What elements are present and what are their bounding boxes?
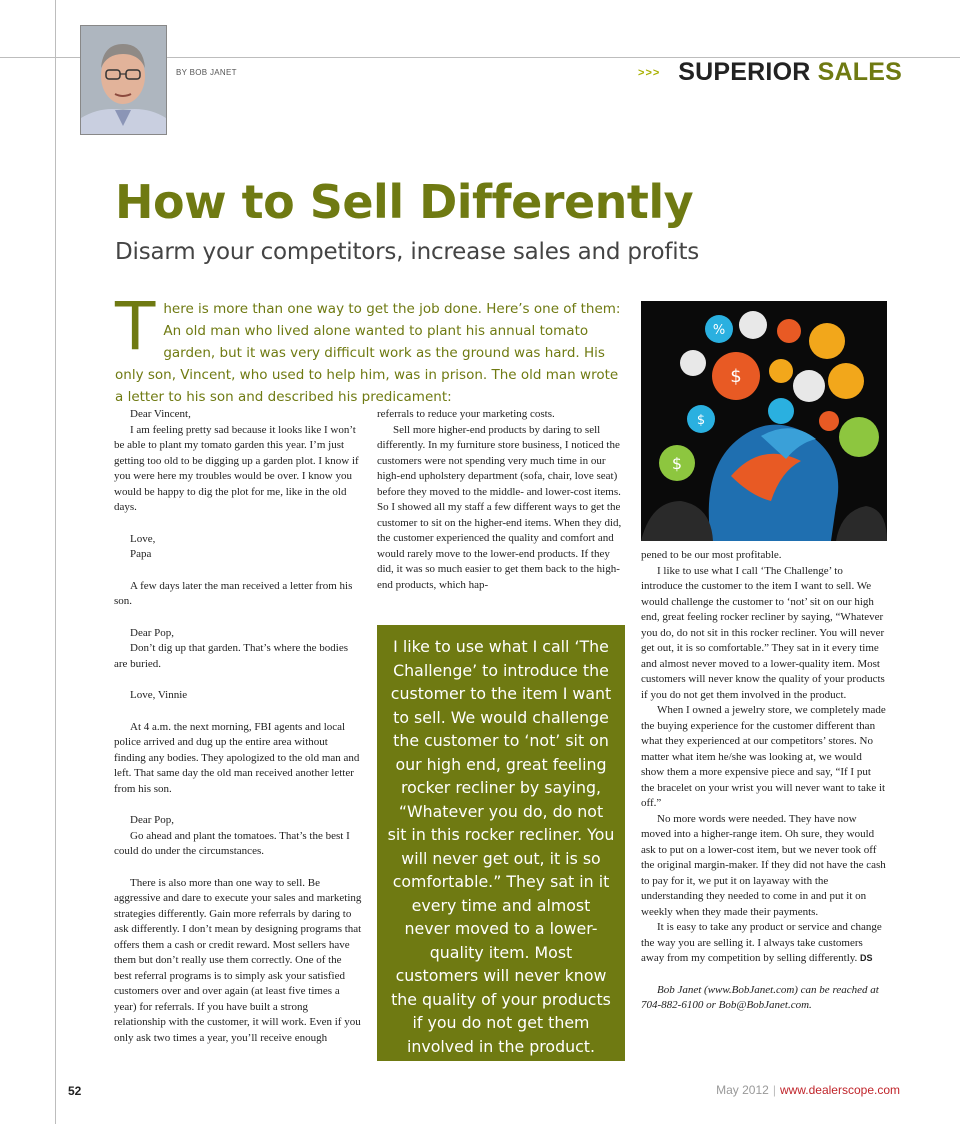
vertical-rule [55, 0, 56, 1124]
letter-salutation: Dear Pop, [130, 626, 174, 639]
body-paragraph: I am feeling pretty sad because it looks like I won’t be able to plant my tomato garden this year. I’m just getting too old to be digging up a garden plot. I know if you were here my troubles would be over. I know you would be happy to dig the plot for me, like in the old days. [114, 423, 359, 513]
footer-url[interactable]: www.dealerscope.com [779, 1083, 900, 1097]
letter-salutation: Dear Vincent, [130, 408, 191, 420]
body-paragraph: pened to be our most profitable. [641, 549, 782, 561]
body-paragraph: I like to use what I call ‘The Challenge’ to introduce the customer to the item I want to sell. We would challenge the customer to ‘not’ sit on our high end, great feeling rocker recliner by saying, “Whatever you do, do not sit in this rocker recliner. You will never get out, it is so comfortable.” They sat in it every time and almost never moved to a lower-quality item. Most customers will never know the quality of your products if you do not get them involved in the product. [641, 564, 885, 701]
body-paragraph: There is also more than one way to sell. Be aggressive and dare to execute your sales and marketing strategies differently. Gain more referrals by daring to ask differently. I don’t mean by designing programs that offers them a cash or credit reward. Most sellers have them but don’t really use them correctly. One of the best referral programs is to simply ask your satisfied customers over and over again (at least five times a year) for referrals. If you have built a strong relationship with the customer, it will work. Even if you only ask two times a year, you’ll receive enough [114, 876, 362, 1044]
letter-closing: Love, [130, 532, 156, 545]
author-note: Bob Janet (www.BobJanet.com) can be reached at 704-882-6100 or Bob@BobJanet.com. [641, 983, 879, 1011]
svg-text:$: $ [671, 454, 683, 473]
column-1 [114, 407, 362, 1046]
svg-text:$: $ [696, 413, 706, 428]
lead-paragraph [115, 288, 625, 408]
body-paragraph: referrals to reduce your marketing costs. [377, 408, 555, 420]
author-photo [80, 25, 167, 135]
svg-text:%: % [712, 323, 726, 338]
article-subtitle: Disarm your competitors, increase sales and profits [115, 239, 700, 265]
body-paragraph: At 4 a.m. the next morning, FBI agents and local police arrived and dug up the entire area without finding any bodies. They apologized to the old man and left. That same day the old man received another letter from his son. [114, 720, 360, 795]
section-heading [638, 58, 902, 87]
column-2 [377, 407, 625, 593]
byline: BY BOB JANET [176, 68, 237, 77]
body-paragraph: Sell more higher-end products by daring to sell differently. In my furniture store business, I noticed the customers were not spending very much time in our high-end upholstery department (sofa, chair, love seat) before they moved to the middle- and lower-cost items. So I showed all my staff a few different ways to get the customer to sit on the higher-end items. When they did, the customer experienced the quality and comfort and would rarely move to the lower-end products. If they did, it was so much easier to get them back to the high-end products, which hap- [377, 423, 622, 591]
body-paragraph: No more words were needed. They have now moved into a higher-range item. Oh sure, they would ask to put on a lower-cost item, but we never took off the original margin-maker. If they did not have the cash to pay for it, we put it on layaway with the understanding they needed to come in and put it on weekly when they made their payments. [641, 812, 886, 918]
body-paragraph: When I owned a jewelry store, we completely made the buying experience for the customer different than what they experienced at our competitors’ stores. No matter what item he/she was looking at, we would show them a more expensive piece and say, “If I put the bracelet on your wrist you will never want to take it off.” [641, 704, 886, 809]
end-mark: DS [860, 953, 873, 963]
footer-info [716, 1083, 900, 1097]
body-paragraph: Go ahead and plant the tomatoes. That’s the best I could do under the circumstances. [114, 829, 350, 857]
page-number: 52 [68, 1084, 82, 1098]
final-paragraph-text: It is easy to take any product or service and change the way you are selling it. I always take customers away from my competition by selling differently. [641, 921, 882, 964]
pull-quote: I like to use what I call ‘The Challenge’ to introduce the customer to the item I want to sell. We would challenge the customer to ‘not’ sit on our high end, great feeling rocker recliner by saying, “Whatever you do, do not sit in this rocker recliner. You will never get out, it is so comfortable.” They sat in it every time and almost never moved to a lower-quality item. Most customers will never know the quality of your products if you do not get them involved in the product. [377, 625, 625, 1061]
letter-salutation: Dear Pop, [130, 814, 174, 826]
article-title: How to Sell Differently [115, 175, 694, 229]
article-illustration [641, 301, 887, 541]
drop-cap: T [115, 288, 156, 365]
letter-signature: Love, Vinnie [130, 689, 188, 701]
section-arrows: >>> [638, 67, 661, 80]
body-paragraph: A few days later the man received a letter from his son. [114, 579, 353, 607]
footer-separator: | [772, 1083, 776, 1097]
section-word-superior: SUPERIOR [678, 58, 811, 86]
section-word-sales: SALES [817, 58, 902, 86]
column-3 [641, 548, 887, 1014]
svg-text:$: $ [730, 366, 742, 387]
lead-text: here is more than one way to get the job done. Here’s one of them: An old man who lived alone wanted to plant his annual tomato garden, but it was very difficult work as the ground was hard. His only son, Vincent, who used to help him, was in prison. The old man wrote a letter to his son and described his predicament: [115, 301, 621, 405]
body-paragraph: Don’t dig up that garden. That’s where the bodies are buried. [114, 642, 349, 670]
issue-date: May 2012 [716, 1083, 769, 1097]
body-paragraph-final [641, 920, 887, 967]
letter-signature: Papa [130, 548, 152, 560]
